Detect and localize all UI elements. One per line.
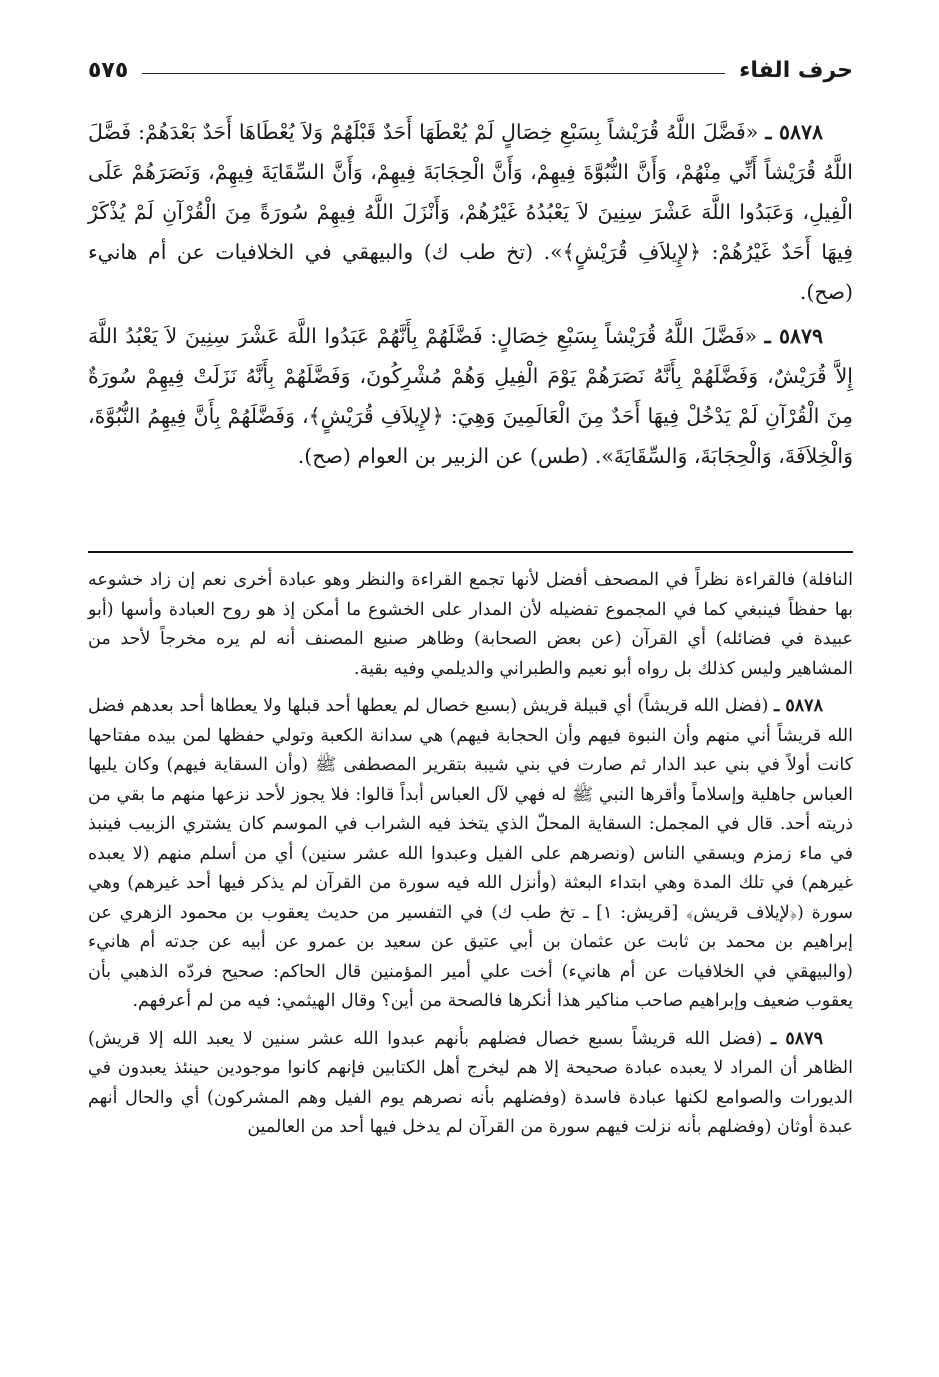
commentary-text: (فضل الله قريشاً بسبع خصال فضلهم بأنهم عبدوا الله عشر سنين لا يعبد الله إلا قريش) الظاهر أن المراد لا يعبده عبادة صحيحة إلا هم ليخرج أهل الكتابين فإنهم كانوا موجودين حينئذ يعبدون في الديورات والصوامع لكنها عبادة فاسدة (وفضلهم بأنه نصرهم يوم الفيل وهم المشركون) أي والحال أنهم عبدة أوثان (وفضلهم بأنه نزلت فيهم سورة من القرآن لم يدخل فيها أحد من العالمين (88, 1028, 853, 1137)
commentary-text: (فضل الله قريشاً) أي قبيلة قريش (بسبع خصال لم يعطها أحد قبلها ولا يعطاها أحد بعدهم فضل الله قريشاً أني منهم وأن النبوة فيهم وأن الحجابة فيهم) هي سدانة الكعبة وتولي حفظها لمن بيده مفتاحها كانت أولاً في بني عبد الدار ثم صارت في بني شيبة بتقرير المصطفى ﷺ (وأن السقاية فيهم) وكان يليها العباس جاهلية وإسلاماً وأقرها النبي ﷺ له فهي لآل العباس أبداً قالوا: فلا يجوز لأحد نزعها منهم ما بقي من ذريته أحد. قال في المجمل: السقاية المحلّ الذي يتخذ فيه الشراب في الموسم كان يشتري الزبيب فينبذ في ماء زمزم ويسقي الناس (ونصرهم على الفيل وعبدوا الله عشر سنين) أي من أسلم منهم (لا يعبده غيرهم) في تلك المدة وهي ابتداء البعثة (وأنزل الله فيه سورة من القرآن لم يذكر فيها أحد غيرهم) وهي سورة (﴿لإيلاف قريش﴾ [قريش: ١] ـ تخ طب ك) في التفسير من حديث يعقوب بن محمود الزهري عن إبراهيم بن محمد بن ثابت عن عثمان بن أبي عتيق عن سعيد بن عمرو عن أبيه عن جدته أم هانيء (والبيهقي في الخلافيات عن أم هانيء) أخت علي أمير المؤمنين قال الحاكم: صحيح فردّه الذهبي بأن يعقوب ضعيف وإبراهيم صاحب مناكير هذا أنكرها فالصحة من أين؟ وقال الهيثمي: فيه من لم أعرفهم. (88, 696, 853, 1011)
hadith-text: «فَضَّلَ اللَّهُ قُرَيْشاً بِسَبْعِ خِصَالٍ: فَضَّلَهُمْ بِأَنَّهُمْ عَبَدُوا اللَّهَ عَشْرَ سِنِينَ لاَ يَعْبُدُ اللَّهَ إِلاَّ قُرَيْشٌ، وَفَضَّلَهُمْ بِأَنَّهُ نَصَرَهُمْ يَوْمَ الْفِيلِ وَهُمْ مُشْرِكُونَ، وَفَضَّلَهُمْ بِأَنَّهُ نَزَلَتْ فِيهِمْ سُورَةٌ مِنَ الْقُرْآنِ لَمْ يَدْخُلْ فِيهَا أَحَدٌ مِنَ الْعَالَمِينَ وَهِيَ: ﴿لإِيلاَفِ قُرَيْشٍ﴾، وَفَضَّلَهُمْ بِأَنَّ فِيهِمُ النُّبُوَّةَ، وَالْخِلاَفَةَ، وَالْحِجَابَةَ، وَالسِّقَايَةَ». (طس) عن الزبير بن العوام (صح). (88, 324, 853, 468)
commentary (88, 566, 853, 1151)
header-rule (142, 73, 725, 74)
section-divider (88, 551, 853, 553)
hadith-number: ٥٨٧٩ ـ (764, 324, 823, 348)
main-text (88, 112, 853, 480)
commentary-paragraph (88, 566, 853, 684)
page-number: ٥٧٥ (88, 57, 129, 83)
hadith-number: ٥٨٧٨ ـ (765, 120, 823, 144)
commentary-text: النافلة) فالقراءة نظراً في المصحف أفضل لأنها تجمع القراءة والنظر وهو عبادة أخرى نعم إن زاد خشوعه بها حفظاً فينبغي كما في المجموع تفضيله لأن المدار على الخشوع ما أمكن إذ هو روح العبادة وأسها (أبو عبيدة في فضائله) أي القرآن (عن بعض الصحابة) وظاهر صنيع المصنف أنه لم يره مخرجاً لأحد من المشاهير وليس كذلك بل رواه أبو نعيم والطبراني والديلمي وفيه بقية. (88, 570, 853, 679)
commentary-paragraph (88, 692, 853, 1017)
page-header (88, 52, 853, 88)
commentary-paragraph (88, 1025, 853, 1143)
hadith-text: «فَضَّلَ اللَّهُ قُرَيْشاً بِسَبْعِ خِصَالٍ لَمْ يُعْطَهَا أَحَدٌ قَبْلَهُمْ وَلاَ يُعْطَاهَا أَحَدٌ بَعْدَهُمْ: فَضَّلَ اللَّهُ قُرَيْشاً أَنِّي مِنْهُمْ، وَأَنَّ النُّبُوَّةَ فِيهِمْ، وَأَنَّ الْحِجَابَةَ فِيهِمْ، وَأَنَّ السِّقَايَةَ فِيهِمْ، وَنَصَرَهُمْ عَلَى الْفِيلِ، وَعَبَدُوا اللَّهَ عَشْرَ سِنِينَ لاَ يَعْبُدُهُ غَيْرُهُمْ، وَأَنْزَلَ اللَّهُ فِيهِمْ سُورَةً مِنَ الْقُرْآنِ لَمْ يُذْكَرْ فِيهَا أَحَدٌ غَيْرُهُمْ: ﴿لإِيلاَفِ قُرَيْشٍ﴾». (تخ طب ك) والبيهقي في الخلافيات عن أم هانيء (صح). (88, 120, 853, 304)
hadith-paragraph (88, 316, 853, 476)
commentary-number: ٥٨٧٩ ـ (771, 1028, 823, 1049)
commentary-number: ٥٨٧٨ ـ (774, 696, 823, 716)
chapter-title: حرف الفاء (739, 57, 853, 83)
hadith-paragraph (88, 112, 853, 312)
